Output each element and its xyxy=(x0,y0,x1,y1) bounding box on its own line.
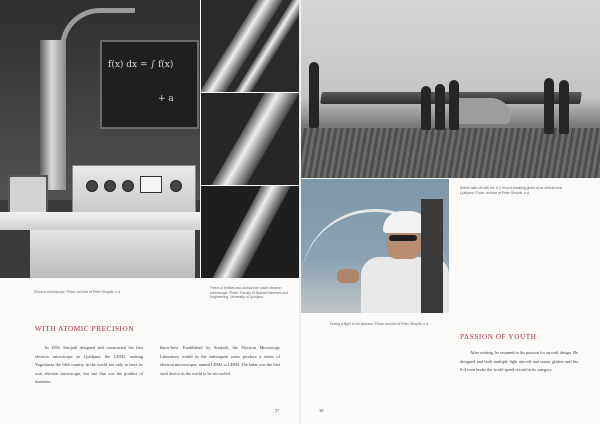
body-text-column-2: know-how. Established by Strojnik, the Electron Microscopy Laboratory would in the subsequent years produce a series of electron microscopes, named LEM2 to LEM4. The latter was the first such device in the world to be air cooled. xyxy=(160,345,280,376)
page-number-right: 38 xyxy=(319,408,324,413)
person-figure xyxy=(421,86,431,130)
viewing-screen xyxy=(8,175,48,215)
person-figure xyxy=(559,80,569,134)
person-figure xyxy=(435,84,445,130)
caption-glider: Before take-off with the S-4 record-breaking glider at an airfield near Ljubljana. Photo: archive of Peter Strojnik, n.d. xyxy=(460,186,563,195)
section-heading-youth: PASSION OF YOUTH xyxy=(460,333,537,341)
microscope-column xyxy=(40,40,66,190)
lab-cabinet xyxy=(30,230,195,278)
chalkboard-term: + a xyxy=(158,94,174,104)
sunglasses-icon xyxy=(389,235,417,241)
fiber-strand xyxy=(201,93,299,185)
body-text-column-3: After retiring, he returned to his passion for aircraft design. He designed and built multiple light aircraft and motor gliders and his S-4 even broke the world speed record in its category. xyxy=(460,350,578,373)
canopy-frame xyxy=(421,199,443,313)
glider-fuselage xyxy=(451,98,511,124)
photo-fiber-3 xyxy=(201,186,299,278)
photo-electron-microscope xyxy=(0,0,200,278)
dial-icon xyxy=(86,180,98,192)
page-number-left: 37 xyxy=(275,408,280,413)
fiber-strand xyxy=(201,186,299,278)
photo-fiber-2 xyxy=(201,93,299,185)
photo-glider-group xyxy=(301,0,600,178)
pilot-hand xyxy=(337,269,359,283)
dial-icon xyxy=(170,180,182,192)
lab-desk xyxy=(0,212,200,230)
chalkboard-formula: f(x) dx = ∫ f(x) xyxy=(108,60,174,70)
dial-icon xyxy=(104,180,116,192)
microscope-tube xyxy=(60,8,135,143)
meter-gauge xyxy=(140,176,162,193)
airfield-grass xyxy=(301,128,600,178)
person-figure xyxy=(309,62,319,128)
caption-lab: Electron microscope. Photo: archive of Peter Strojnik, n.d. xyxy=(34,290,121,294)
photo-pilot-cockpit xyxy=(301,179,449,313)
pilot-face xyxy=(387,229,421,259)
photo-fiber-1 xyxy=(201,0,299,92)
person-figure xyxy=(449,80,459,130)
caption-pilot: During a flight in his airplane. Photo: archive of Peter Strojnik, n.d. xyxy=(330,322,429,326)
caption-fiber: Fibers of textiles and animal hair under electron microscope. Photo: Faculty of Natural Sciences and Engineering, University of Ljubljana. xyxy=(210,286,288,300)
section-heading-atomic: WITH ATOMIC PRECISION xyxy=(35,325,135,333)
person-figure xyxy=(544,78,554,134)
dial-icon xyxy=(122,180,134,192)
body-text-column-1: In 1956, Strojnik designed and constructed his first electron microscope in Ljubljana, the LEM1, making Yugoslavia the fifth country in the world not only to have its own electron microscope, but one that was the product of domestic xyxy=(35,345,143,385)
